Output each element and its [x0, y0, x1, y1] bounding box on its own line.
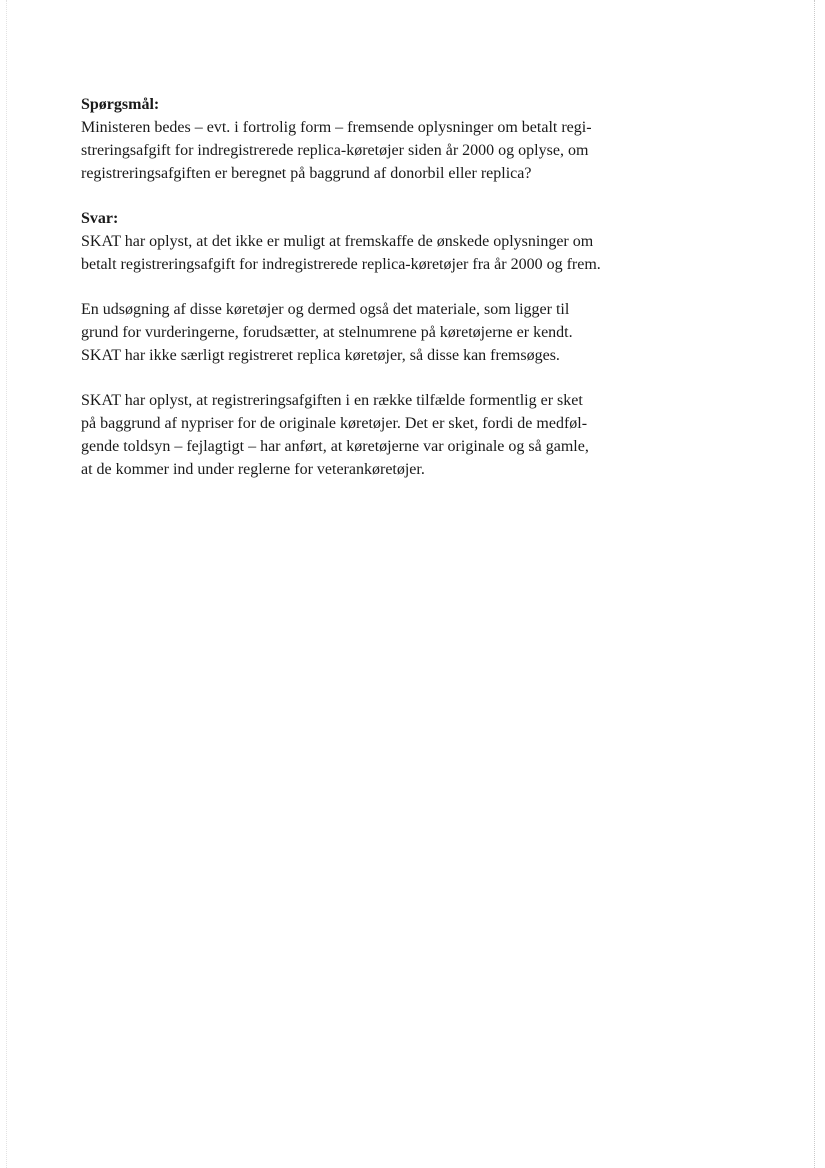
answer-line: En udsøgning af disse køretøjer og dermed også det materiale, som ligger til [81, 301, 570, 318]
answer-line: SKAT har oplyst, at det ikke er muligt at fremskaffe de ønskede oplysninger om [81, 233, 594, 250]
answer-line: SKAT har oplyst, at registreringsafgiften i en række tilfælde formentlig er sket [81, 392, 583, 409]
answer-heading: Svar: [81, 210, 119, 227]
question-line: Ministeren bedes – evt. i fortrolig form – fremsende oplysninger om betalt regi- [81, 119, 592, 136]
answer-section [81, 207, 621, 481]
question-text [81, 116, 621, 185]
question-heading: Spørgsmål: [81, 96, 160, 113]
answer-line: SKAT har ikke særligt registreret replica køretøjer, så disse kan fremsøges. [81, 347, 560, 364]
paragraph-gap [81, 276, 621, 298]
question-line: registreringsafgiften er beregnet på baggrund af donorbil eller replica? [81, 165, 532, 182]
answer-line: grund for vurderingerne, forudsætter, at stelnumrene på køretøjerne er kendt. [81, 324, 573, 341]
document-body [81, 93, 621, 481]
answer-paragraph-1 [81, 230, 621, 276]
answer-line: betalt registreringsafgift for indregistrerede replica-køretøjer fra år 2000 og frem. [81, 256, 601, 273]
question-section [81, 93, 621, 185]
page-edge-right [814, 0, 815, 1168]
section-gap [81, 185, 621, 207]
question-line: streringsafgift for indregistrerede replica-køretøjer siden år 2000 og oplyse, om [81, 142, 589, 159]
paragraph-gap [81, 367, 621, 389]
page-edge-left [6, 0, 7, 1168]
answer-line: gende toldsyn – fejlagtigt – har anført, at køretøjerne var originale og så gamle, [81, 438, 589, 455]
answer-line: at de kommer ind under reglerne for veterankøretøjer. [81, 461, 425, 478]
answer-line: på baggrund af nypriser for de originale køretøjer. Det er sket, fordi de medføl- [81, 415, 588, 432]
answer-paragraph-3 [81, 389, 621, 481]
answer-paragraph-2 [81, 298, 621, 367]
